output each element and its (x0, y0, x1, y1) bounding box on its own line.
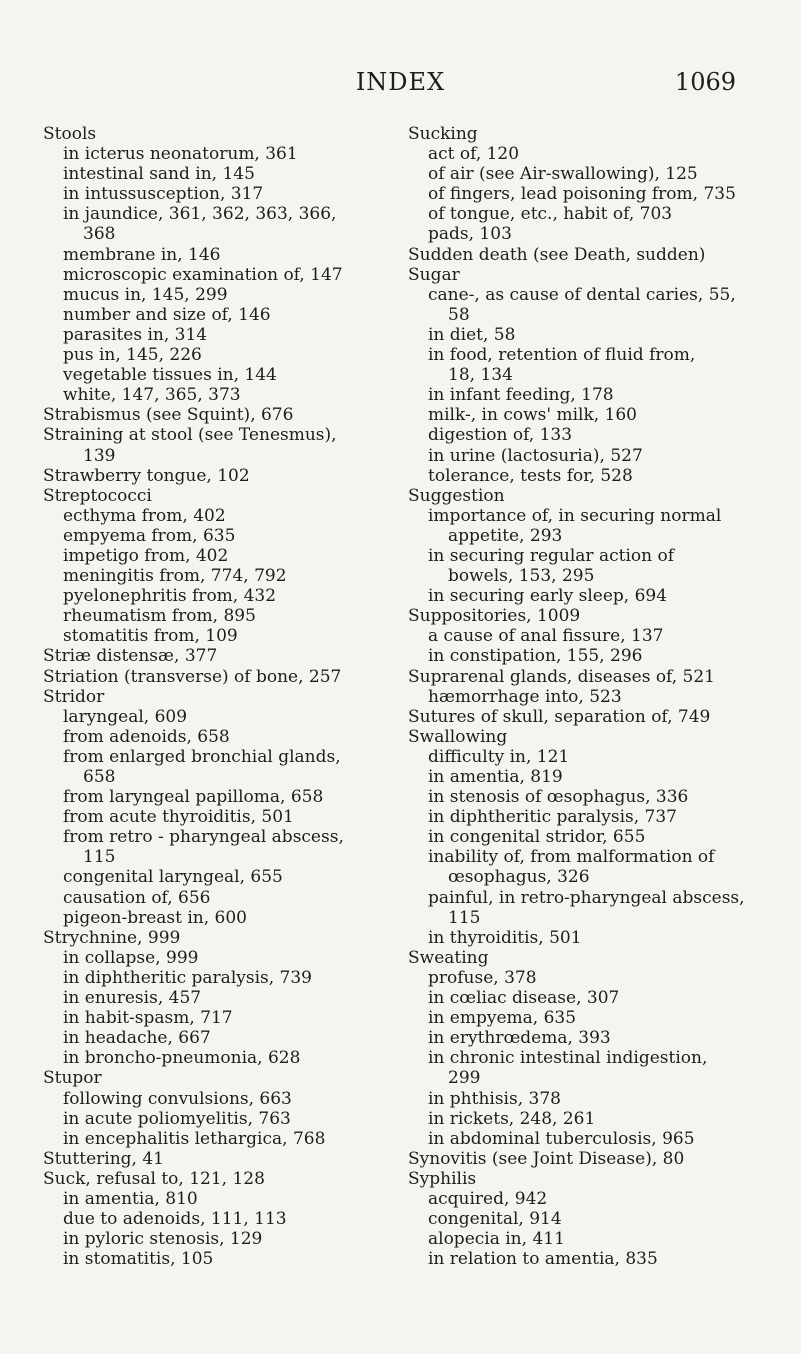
index-heading: Striæ distensæ, 377 (43, 646, 218, 667)
index-subentry: from retro - pharyngeal abscess, (63, 827, 344, 848)
index-subentry: stomatitis from, 109 (63, 626, 238, 647)
page-number: 1069 (674, 68, 736, 96)
index-subentry: ecthyma from, 402 (63, 505, 226, 526)
index-column-left (43, 124, 383, 1269)
index-subentry: in diphtheritic paralysis, 737 (428, 807, 677, 828)
index-subentry: 299 (448, 1068, 481, 1089)
index-subentry: in pyloric stenosis, 129 (63, 1229, 263, 1250)
index-subentry: in icterus neonatorum, 361 (63, 144, 298, 165)
index-heading: Sucking (408, 124, 478, 144)
index-heading: Sudden death (see Death, sudden) (408, 244, 706, 265)
index-heading: Strychnine, 999 (43, 927, 181, 948)
index-heading: Suppositories, 1009 (408, 606, 581, 627)
index-subentry: cane-, as cause of dental caries, 55, (428, 284, 736, 305)
index-subentry: inability of, from malformation of (428, 847, 715, 868)
index-subentry: due to adenoids, 111, 113 (63, 1209, 287, 1230)
index-heading: Suggestion (408, 485, 505, 506)
index-subentry: mucus in, 145, 299 (63, 284, 228, 305)
index-subentry: from laryngeal papilloma, 658 (63, 787, 324, 808)
index-subentry: laryngeal, 609 (63, 706, 188, 727)
index-heading: Sutures of skull, separation of, 749 (408, 706, 711, 727)
index-subentry: of air (see Air-swallowing), 125 (428, 164, 698, 185)
index-subentry: in constipation, 155, 296 (428, 646, 643, 667)
index-subentry: in stenosis of œsophagus, 336 (428, 787, 689, 808)
index-heading: Strawberry tongue, 102 (43, 465, 250, 486)
index-subentry: difficulty in, 121 (428, 746, 570, 767)
index-subentry: in securing regular action of (428, 545, 675, 566)
index-subentry: in thyroiditis, 501 (428, 927, 582, 948)
index-subentry: 18, 134 (448, 365, 513, 386)
index-subentry: vegetable tissues in, 144 (63, 365, 277, 386)
index-heading: Striation (transverse) of bone, 257 (43, 666, 342, 687)
index-subentry: in rickets, 248, 261 (428, 1108, 596, 1129)
index-column-right (408, 124, 758, 1269)
index-subentry: painful, in retro-pharyngeal abscess, (428, 887, 745, 908)
index-subentry: in infant feeding, 178 (428, 385, 614, 406)
index-subentry: in broncho-pneumonia, 628 (63, 1048, 301, 1069)
index-heading: Stupor (43, 1068, 102, 1089)
index-subentry: profuse, 378 (428, 967, 537, 988)
index-subentry: in diphtheritic paralysis, 739 (63, 967, 312, 988)
index-subentry: from enlarged bronchial glands, (63, 746, 341, 767)
index-subentry: digestion of, 133 (428, 425, 573, 446)
page-header (0, 64, 801, 104)
index-heading: Syphilis (408, 1168, 477, 1189)
index-subentry: in enuresis, 457 (63, 988, 202, 1009)
index-subentry: milk-, in cows' milk, 160 (428, 405, 637, 426)
index-subentry: following convulsions, 663 (63, 1088, 292, 1109)
index-subentry: act of, 120 (428, 144, 520, 165)
page-title: INDEX (355, 68, 446, 96)
index-subentry: membrane in, 146 (63, 244, 221, 265)
index-subentry: in jaundice, 361, 362, 363, 366, (63, 204, 337, 225)
index-subentry: microscopic examination of, 147 (63, 264, 343, 285)
index-subentry: in encephalitis lethargica, 768 (63, 1128, 326, 1149)
index-subentry: empyema from, 635 (63, 525, 236, 546)
index-subentry: in collapse, 999 (63, 947, 199, 968)
index-heading: Suck, refusal to, 121, 128 (43, 1168, 265, 1189)
index-subentry: parasites in, 314 (63, 324, 208, 345)
index-subentry: in chronic intestinal indigestion, (428, 1048, 708, 1069)
index-subentry: in empyema, 635 (428, 1008, 577, 1029)
index-subentry: 58 (448, 304, 470, 325)
index-subentry: in erythrœdema, 393 (428, 1028, 611, 1049)
index-heading: Swallowing (408, 726, 508, 747)
index-subentry: from adenoids, 658 (63, 726, 230, 747)
index-subentry: in urine (lactosuria), 527 (428, 445, 643, 466)
index-heading: Strabismus (see Squint), 676 (43, 405, 294, 426)
index-subentry: in phthisis, 378 (428, 1088, 561, 1109)
index-heading: Sweating (408, 947, 489, 968)
index-subentry: in acute poliomyelitis, 763 (63, 1108, 291, 1129)
index-subentry: 368 (83, 224, 116, 245)
index-subentry: pads, 103 (428, 224, 512, 245)
index-heading: Streptococci (43, 485, 152, 506)
index-subentry: in abdominal tuberculosis, 965 (428, 1128, 695, 1149)
index-subentry: congenital, 914 (428, 1209, 562, 1230)
index-subentry: from acute thyroiditis, 501 (63, 807, 294, 828)
index-subentry: a cause of anal fissure, 137 (428, 626, 664, 647)
index-subentry: in stomatitis, 105 (63, 1249, 214, 1270)
index-subentry: hæmorrhage into, 523 (428, 686, 622, 707)
index-subentry: in relation to amentia, 835 (428, 1249, 658, 1270)
index-subentry: of tongue, etc., habit of, 703 (428, 204, 673, 225)
index-subentry: 658 (83, 767, 116, 787)
index-subentry: meningitis from, 774, 792 (63, 566, 287, 587)
index-subentry: alopecia in, 411 (428, 1229, 565, 1250)
index-subentry: pyelonephritis from, 432 (63, 586, 277, 607)
index-subentry: causation of, 656 (63, 887, 211, 908)
index-subentry: appetite, 293 (448, 525, 563, 546)
index-subentry: impetigo from, 402 (63, 545, 229, 566)
index-subentry: 139 (83, 445, 116, 466)
index-subentry: number and size of, 146 (63, 304, 271, 325)
index-subentry: 115 (448, 907, 481, 928)
index-heading: Stools (43, 124, 97, 144)
index-subentry: in amentia, 810 (63, 1188, 198, 1209)
index-subentry: 115 (83, 847, 116, 868)
index-subentry: in cœliac disease, 307 (428, 988, 620, 1009)
index-subentry: acquired, 942 (428, 1188, 548, 1209)
index-subentry: in diet, 58 (428, 324, 516, 345)
index-subentry: in headache, 667 (63, 1028, 211, 1049)
index-subentry: in habit-spasm, 717 (63, 1008, 233, 1029)
index-subentry: importance of, in securing normal (428, 505, 722, 526)
index-subentry: in securing early sleep, 694 (428, 586, 668, 607)
index-subentry: œsophagus, 326 (448, 867, 590, 888)
index-subentry: intestinal sand in, 145 (63, 164, 255, 185)
index-subentry: pus in, 145, 226 (63, 345, 202, 366)
index-subentry: tolerance, tests for, 528 (428, 465, 633, 486)
index-heading: Sugar (408, 264, 460, 285)
index-subentry: rheumatism from, 895 (63, 606, 256, 627)
index-subentry: of fingers, lead poisoning from, 735 (428, 184, 736, 205)
index-subentry: white, 147, 365, 373 (63, 385, 241, 406)
index-subentry: in food, retention of fluid from, (428, 345, 696, 366)
index-heading: Suprarenal glands, diseases of, 521 (408, 666, 715, 687)
index-heading: Stuttering, 41 (43, 1148, 164, 1169)
index-heading: Synovitis (see Joint Disease), 80 (408, 1148, 685, 1169)
index-subentry: in congenital stridor, 655 (428, 827, 646, 848)
index-subentry: congenital laryngeal, 655 (63, 867, 283, 888)
index-subentry: in intussusception, 317 (63, 184, 264, 205)
index-heading: Stridor (43, 686, 105, 707)
index-subentry: in amentia, 819 (428, 767, 563, 787)
index-heading: Straining at stool (see Tenesmus), (43, 425, 337, 446)
index-subentry: pigeon-breast in, 600 (63, 907, 247, 928)
index-subentry: bowels, 153, 295 (448, 566, 595, 587)
